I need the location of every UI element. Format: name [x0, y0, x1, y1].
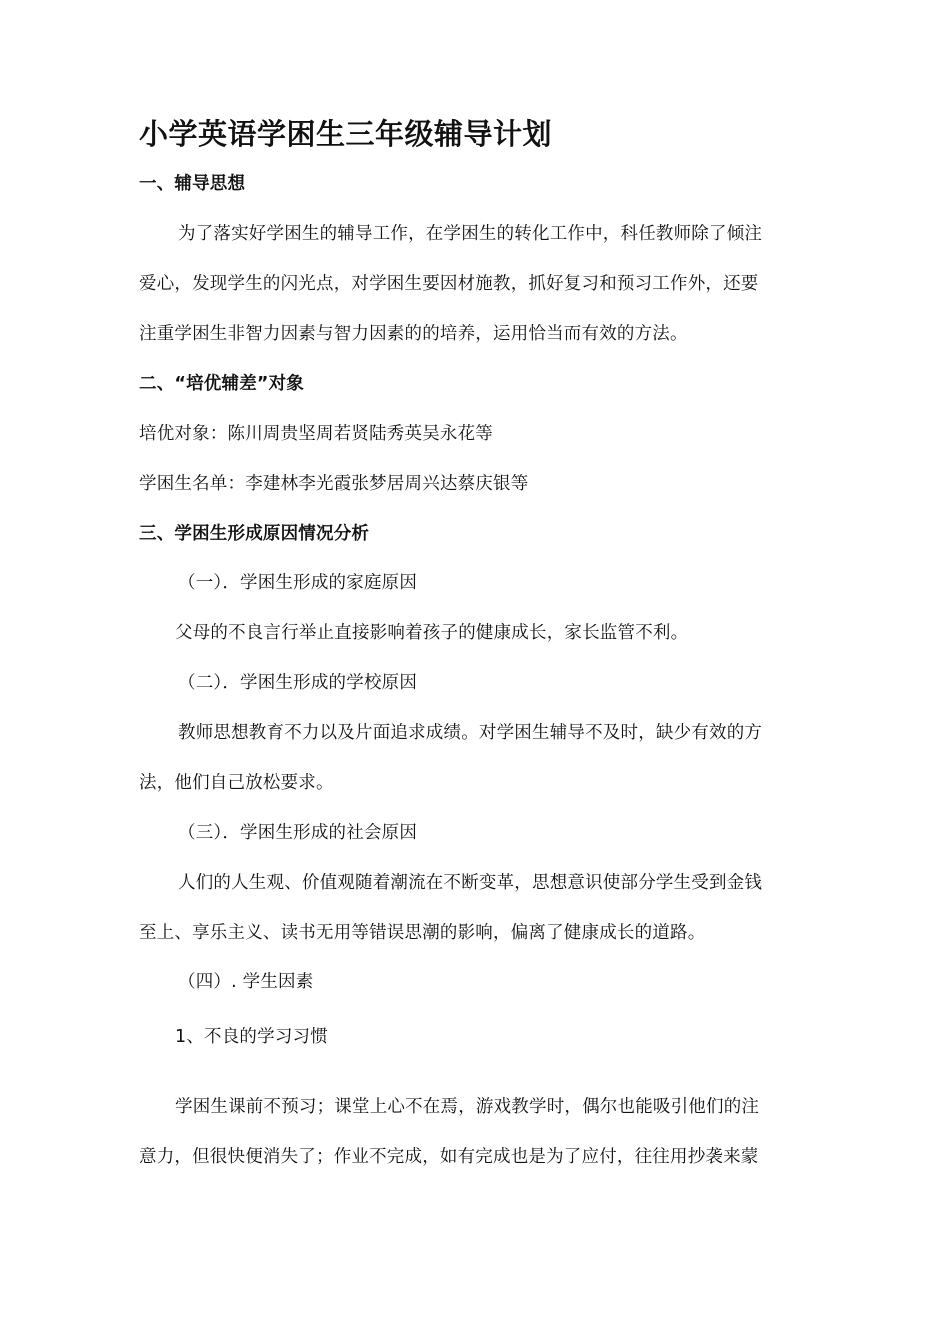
list-item-heading-bad-habits: 1、不良的学习习惯: [175, 1027, 328, 1047]
subsection-heading-school: （二）．学困生形成的学校原因: [178, 673, 418, 693]
section-heading-targets: 二、“培优辅差”对象: [139, 374, 305, 394]
paragraph-line: 为了落实好学困生的辅导工作，在学困生的转化工作中，科任教师除了倾注: [178, 224, 763, 244]
paragraph-line: 父母的不良言行举止直接影响着孩子的健康成长，家长监管不利。: [175, 623, 689, 643]
paragraph-line: 教师思想教育不力以及片面追求成绩。对学困生辅导不及时，缺少有效的方: [178, 723, 763, 743]
subsection-heading-society: （三）．学困生形成的社会原因: [178, 823, 418, 843]
paragraph-line: 意力，但很快便消失了；作业不完成，如有完成也是为了应付，往往用抄袭来蒙: [139, 1147, 759, 1167]
paragraph-line: 注重学困生非智力因素与智力因素的的培养，运用恰当而有效的方法。: [139, 324, 688, 344]
paragraph-line: 爱心，发现学生的闪光点，对学困生要因材施教，抓好复习和预习工作外，还要: [139, 274, 759, 294]
excellent-students-list: 培优对象：陈川周贵坚周若贤陆秀英吴永花等: [139, 424, 493, 444]
section-heading-cause-analysis: 三、学困生形成原因情况分析: [139, 524, 370, 544]
paragraph-line: 学困生课前不预习；课堂上心不在焉，游戏教学时，偶尔也能吸引他们的注: [175, 1097, 760, 1117]
paragraph-line: 法，他们自己放松要求。: [139, 773, 334, 793]
subsection-heading-family: （一）．学困生形成的家庭原因: [178, 573, 418, 593]
paragraph-line: 至上、享乐主义、读书无用等错误思潮的影响，偏离了健康成长的道路。: [139, 923, 706, 943]
paragraph-line: 人们的人生观、价值观随着潮流在不断变革，思想意识使部分学生受到金钱: [178, 873, 763, 893]
document-title: 小学英语学困生三年级辅导计划: [139, 117, 553, 151]
struggling-students-list: 学困生名单：李建林李光霞张梦居周兴达蔡庆银等: [139, 474, 529, 494]
section-heading-guidance-idea: 一、辅导思想: [139, 174, 246, 194]
subsection-heading-student-factors: （四）. 学生因素: [178, 972, 314, 992]
